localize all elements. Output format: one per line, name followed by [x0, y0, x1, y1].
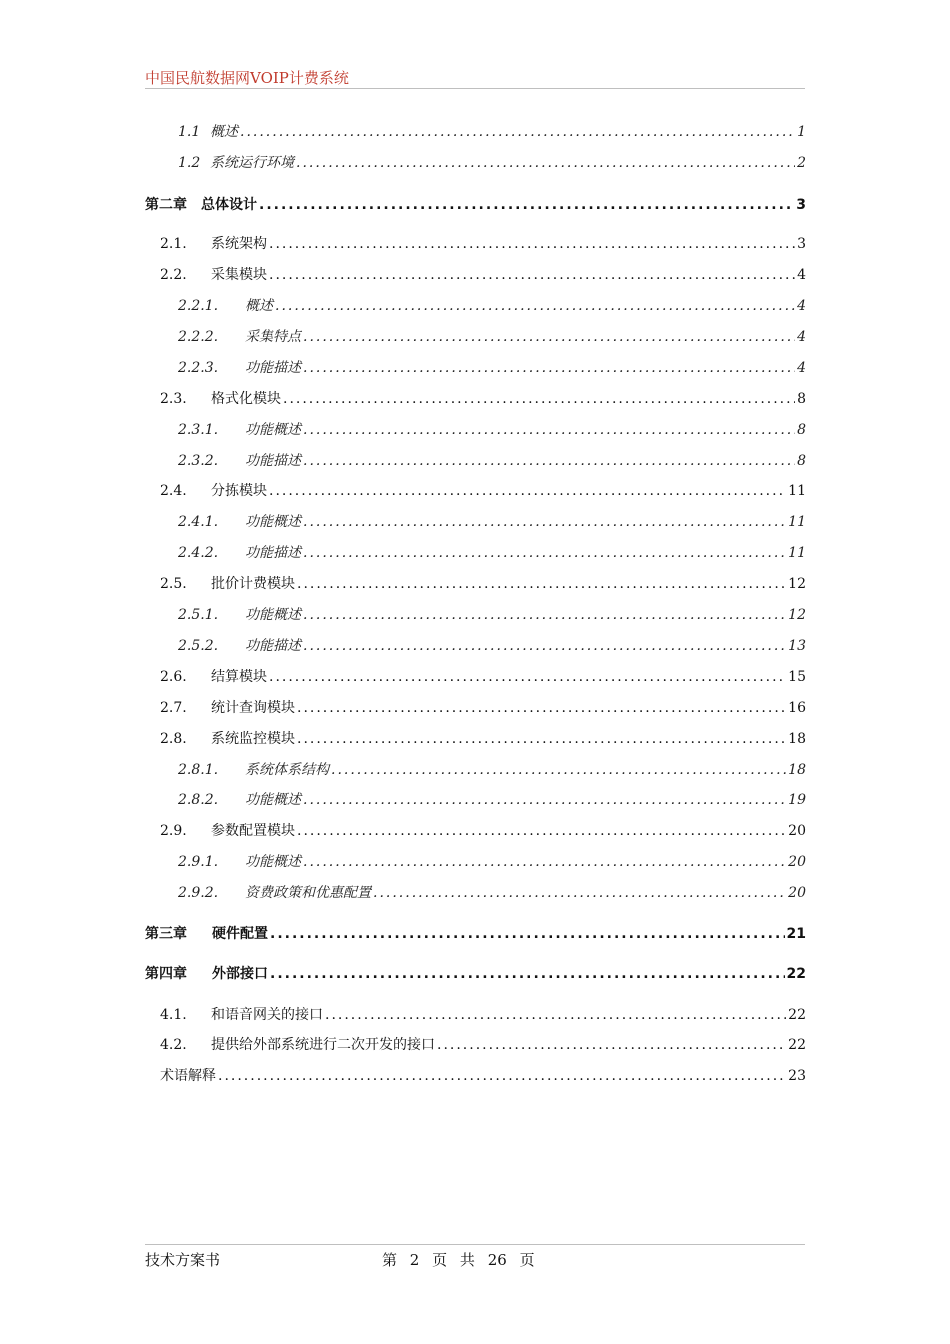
toc-entry-title: 功能概述 [245, 792, 301, 808]
toc-entry-title: 系统体系结构 [245, 762, 329, 778]
toc-entry-page-number: 4 [797, 267, 806, 283]
toc-entry-page-number: 22 [788, 1007, 806, 1023]
toc-entry-title: 系统监控模块 [211, 731, 295, 747]
toc-entry-page-number: 18 [788, 762, 806, 778]
toc-entry-number: 4.2. [160, 1037, 187, 1053]
toc-entry-title: 统计查询模块 [211, 700, 295, 716]
toc-entry-number: 2.7. [160, 700, 187, 716]
toc-entry-title: 格式化模块 [211, 391, 281, 407]
toc-entry-leader-dots [373, 883, 786, 903]
toc-entry[interactable] [178, 760, 806, 780]
footer-page-current: 2 [409, 1251, 420, 1269]
toc-entry-number: 第二章 [145, 197, 187, 213]
toc-entry[interactable] [145, 924, 806, 944]
toc-entry-number: 2.2.3. [178, 360, 219, 376]
toc-entry-title: 功能描述 [245, 453, 301, 469]
toc-entry-page-number: 8 [797, 391, 806, 407]
toc-entry-page-number: 22 [786, 966, 806, 982]
toc-entry-number: 2.5. [160, 576, 187, 592]
toc-entry-page-number: 13 [788, 638, 806, 654]
toc-entry[interactable] [178, 636, 806, 656]
toc-entry-title: 系统架构 [211, 236, 267, 252]
toc-entry[interactable] [160, 821, 806, 841]
toc-entry[interactable] [145, 195, 806, 215]
toc-entry-page-number: 23 [788, 1068, 806, 1084]
toc-entry[interactable] [178, 122, 806, 142]
toc-entry-leader-dots [303, 605, 786, 625]
toc-entry-leader-dots [325, 1005, 786, 1025]
toc-entry[interactable] [160, 1005, 806, 1025]
toc-entry-title: 分拣模块 [211, 483, 267, 499]
toc-entry-page-number: 15 [788, 669, 806, 685]
toc-entry-page-number: 21 [786, 926, 806, 942]
toc-entry[interactable] [160, 667, 806, 687]
toc-entry-page-number: 4 [797, 329, 806, 345]
toc-entry-number: 2.3.1. [178, 422, 219, 438]
toc-entry-page-number: 11 [788, 545, 806, 561]
toc-entry-page-number: 4 [797, 298, 806, 314]
toc-entry-page-number: 11 [788, 514, 806, 530]
toc-entry-page-number: 11 [788, 483, 806, 499]
footer-page-counter [382, 1249, 543, 1270]
toc-entry-title: 和语音网关的接口 [211, 1007, 323, 1023]
footer-page-suffix: 页 [519, 1251, 535, 1269]
toc-entry-title: 外部接口 [212, 966, 268, 982]
toc-entry-number: 2.4.1. [178, 514, 219, 530]
toc-entry-number: 2.5.2. [178, 638, 219, 654]
footer-page-prefix: 第 [382, 1251, 398, 1269]
toc-entry-title: 功能描述 [245, 545, 301, 561]
footer-document-name: 技术方案书 [145, 1251, 221, 1269]
toc-entry-title: 功能概述 [245, 514, 301, 530]
toc-entry[interactable] [178, 883, 806, 903]
toc-entry-leader-dots [275, 296, 795, 316]
toc-entry[interactable] [178, 543, 806, 563]
toc-entry-leader-dots [269, 667, 786, 687]
toc-entry-number: 2.9.2. [178, 885, 219, 901]
toc-entry[interactable] [178, 790, 806, 810]
toc-entry-number: 2.1. [160, 236, 187, 252]
toc-entry[interactable] [145, 964, 806, 984]
toc-entry-number: 2.8.2. [178, 792, 219, 808]
toc-entry-title: 功能描述 [245, 638, 301, 654]
toc-entry-number: 2.3.2. [178, 453, 219, 469]
toc-entry-title: 提供给外部系统进行二次开发的接口 [211, 1037, 435, 1053]
toc-entry[interactable] [160, 234, 806, 254]
toc-entry-title: 采集模块 [211, 267, 267, 283]
toc-entry-number: 2.2.2. [178, 329, 219, 345]
toc-entry-title: 结算模块 [211, 669, 267, 685]
toc-entry[interactable] [160, 698, 806, 718]
toc-entry-number: 2.8. [160, 731, 187, 747]
toc-entry-leader-dots [303, 358, 795, 378]
toc-entry-number: 1.2 [178, 155, 201, 171]
toc-entry[interactable] [160, 389, 806, 409]
toc-entry-leader-dots [269, 234, 795, 254]
toc-entry-title: 资费政策和优惠配置 [245, 885, 371, 901]
toc-entry-leader-dots [303, 790, 786, 810]
toc-entry-number: 2.8.1. [178, 762, 219, 778]
toc-entry[interactable] [178, 451, 806, 471]
toc-entry[interactable] [160, 1066, 806, 1086]
toc-entry-page-number: 18 [788, 731, 806, 747]
toc-entry-leader-dots [437, 1035, 786, 1055]
toc-entry[interactable] [178, 512, 806, 532]
toc-entry-title: 概述 [210, 124, 238, 140]
toc-entry[interactable] [160, 574, 806, 594]
toc-entry-page-number: 22 [788, 1037, 806, 1053]
toc-entry-title: 功能概述 [245, 854, 301, 870]
toc-entry-page-number: 3 [796, 197, 806, 213]
toc-entry-page-number: 2 [797, 155, 806, 171]
toc-entry-number: 2.2. [160, 267, 187, 283]
toc-entry-leader-dots [297, 821, 786, 841]
toc-entry-leader-dots [240, 122, 795, 142]
toc-entry-leader-dots [297, 574, 786, 594]
toc-entry-leader-dots [269, 481, 786, 501]
toc-entry-title: 参数配置模块 [211, 823, 295, 839]
toc-entry-number: 2.6. [160, 669, 187, 685]
footer-page-total: 26 [487, 1251, 507, 1269]
toc-entry-leader-dots [297, 729, 786, 749]
toc-entry-page-number: 8 [797, 422, 806, 438]
toc-entry-title: 采集特点 [245, 329, 301, 345]
toc-entry-leader-dots [270, 964, 785, 984]
toc-entry-title: 功能概述 [245, 607, 301, 623]
toc-entry-leader-dots [283, 389, 795, 409]
toc-entry-page-number: 19 [788, 792, 806, 808]
toc-entry-leader-dots [303, 543, 786, 563]
toc-entry-page-number: 20 [788, 823, 806, 839]
toc-entry[interactable] [178, 358, 806, 378]
toc-entry-page-number: 16 [788, 700, 806, 716]
toc-entry-title: 术语解释 [160, 1068, 216, 1084]
toc-entry[interactable] [178, 327, 806, 347]
toc-entry-number: 2.9.1. [178, 854, 219, 870]
toc-entry-title: 功能描述 [245, 360, 301, 376]
toc-entry-leader-dots [303, 451, 795, 471]
toc-entry-title: 批价计费模块 [211, 576, 295, 592]
toc-entry-leader-dots [303, 852, 786, 872]
toc-entry-page-number: 12 [788, 576, 806, 592]
toc-entry-number: 2.4.2. [178, 545, 219, 561]
toc-entry-page-number: 20 [788, 885, 806, 901]
toc-entry-leader-dots [303, 420, 795, 440]
toc-entry-number: 2.3. [160, 391, 187, 407]
toc-entry-title: 概述 [245, 298, 273, 314]
toc-entry-leader-dots [269, 265, 795, 285]
footer-page-total-prefix: 共 [459, 1251, 475, 1269]
toc-entry-number: 2.5.1. [178, 607, 219, 623]
toc-entry-leader-dots [218, 1066, 786, 1086]
toc-entry[interactable] [178, 153, 806, 173]
toc-entry[interactable] [178, 605, 806, 625]
toc-entry-leader-dots [303, 512, 786, 532]
toc-entry-title: 功能概述 [245, 422, 301, 438]
toc-entry-page-number: 12 [788, 607, 806, 623]
toc-entry[interactable] [160, 481, 806, 501]
toc-entry-number: 第四章 [145, 966, 187, 982]
toc-entry-number: 2.2.1. [178, 298, 219, 314]
footer-page-mid: 页 [432, 1251, 448, 1269]
toc-entry-page-number: 4 [797, 360, 806, 376]
toc-entry-leader-dots [270, 924, 785, 944]
toc-entry[interactable] [160, 729, 806, 749]
toc-entry[interactable] [160, 265, 806, 285]
toc-entry-leader-dots [296, 153, 795, 173]
toc-entry-title: 硬件配置 [212, 926, 268, 942]
toc-entry[interactable] [178, 420, 806, 440]
toc-entry-leader-dots [297, 698, 786, 718]
toc-entry-page-number: 1 [797, 124, 806, 140]
toc-entry-page-number: 8 [797, 453, 806, 469]
toc-entry[interactable] [178, 852, 806, 872]
page-header [145, 68, 805, 89]
toc-entry-leader-dots [303, 636, 786, 656]
toc-entry-leader-dots [259, 195, 794, 215]
toc-entry[interactable] [160, 1035, 806, 1055]
toc-entry-page-number: 20 [788, 854, 806, 870]
toc-entry[interactable] [178, 296, 806, 316]
toc-entry-leader-dots [331, 760, 786, 780]
header-title: 中国民航数据网VOIP计费系统 [145, 69, 349, 87]
page-footer [145, 1244, 805, 1275]
toc-entry-title: 系统运行环境 [210, 155, 294, 171]
toc-entry-number: 4.1. [160, 1007, 187, 1023]
toc-entry-number: 2.4. [160, 483, 187, 499]
toc-entry-page-number: 3 [797, 236, 806, 252]
toc-entry-number: 第三章 [145, 926, 187, 942]
toc-entry-leader-dots [303, 327, 795, 347]
toc-entry-number: 2.9. [160, 823, 187, 839]
toc-entry-title: 总体设计 [201, 197, 257, 213]
toc-entry-number: 1.1 [178, 124, 201, 140]
